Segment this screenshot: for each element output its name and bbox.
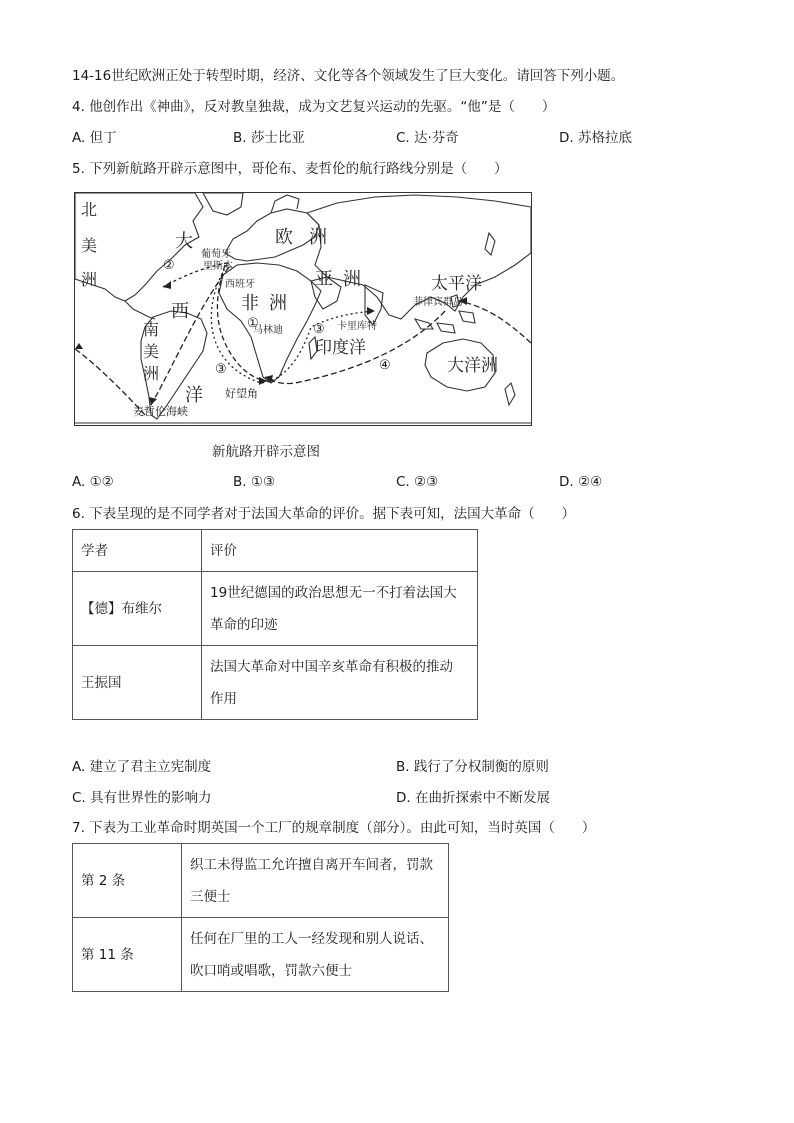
label-mei-north: 美 [81,236,98,255]
q5-option-c: C. ②③ [396,474,439,490]
evaluation-line: 作用 [210,690,237,707]
question-7-stem: 7. 下表为工业革命时期英国一个工厂的规章制度（部分）。由此可知，当时英国（ ） [72,820,596,836]
evaluation-line: 革命的印迹 [210,616,278,633]
rule-line: 织工未得监工允许擅自离开车间者，罚款 [190,856,433,873]
q6-option-b: B. 践行了分权制衡的原则 [396,759,549,775]
label-fei: 非 [241,293,259,314]
question-5-stem: 5. 下列新航路开辟示意图中，哥伦布、麦哲伦的航行路线分别是（ ） [72,161,508,177]
q5-option-d: D. ②④ [559,474,603,490]
label-zhou-asia: 洲 [343,269,361,290]
table-row [73,918,449,992]
q5-option-b: B. ①③ [233,474,276,490]
label-zhou-north: 洲 [81,270,98,289]
q6-option-c: C. 具有世界性的影响力 [72,790,212,806]
route-marker-3b: ③ [313,322,325,337]
coastlines [75,193,531,423]
label-mei-south: 美 [143,342,160,361]
label-bei: 北 [81,200,98,219]
label-ya: 亚 [315,269,333,290]
label-zhou-europe: 洲 [309,227,327,248]
label-philippines: 菲律宾群岛 [413,297,463,308]
label-yang: 洋 [185,385,203,406]
route-marker-3: ③ [215,362,227,377]
scholar-name: 【德】布维尔 [73,572,202,646]
label-zhou-africa: 洲 [269,293,287,314]
q6-option-a: A. 建立了君主立宪制度 [72,759,212,775]
map-labels [81,200,498,418]
evaluation-line: 19世纪德国的政治思想无一不打着法国大 [210,584,457,601]
scholars-table [72,529,478,720]
label-magellan-strait: 麦哲伦海峡 [133,405,188,418]
rule-text [182,844,449,918]
label-lisbon: 里斯本 [203,261,233,272]
table-row [73,572,478,646]
label-ou: 欧 [275,227,293,248]
header-scholar: 学者 [73,530,202,572]
rule-line: 三便士 [190,888,231,905]
rule-article: 第 11 条 [73,918,182,992]
q6-option-d: D. 在曲折探索中不断发展 [396,790,550,806]
label-calicut: 卡里库特 [337,321,377,332]
rule-text [182,918,449,992]
table-row [73,646,478,720]
q5-option-a: A. ①② [72,474,114,490]
world-map-svg [75,193,531,425]
route-marker-4: ④ [379,358,391,373]
rule-line: 任何在厂里的工人一经发现和别人说话、 [190,930,433,947]
map-caption: 新航路开辟示意图 [212,444,320,460]
label-nan: 南 [143,320,160,339]
label-portugal: 葡萄牙 [201,249,231,260]
factory-rules-table [72,843,449,992]
label-indian-ocean: 印度洋 [315,338,366,358]
label-zhou-south: 洲 [143,364,160,383]
table-row [73,844,449,918]
label-da: 大 [175,231,193,252]
table-header-row [73,530,478,572]
question-4-stem: 4. 他创作出《神曲》，反对教皇独裁，成为文艺复兴运动的先驱。“他”是（ ） [72,99,556,115]
label-spain: 西班牙 [225,279,255,290]
label-malindi: 马林迪 [253,325,283,336]
evaluation-line: 法国大革命对中国辛亥革命有积极的推动 [210,658,453,675]
scholar-evaluation [202,572,478,646]
route-marker-1: ① [247,316,259,331]
scholar-evaluation [202,646,478,720]
rule-line: 吹口哨或唱歌，罚款六便士 [190,962,352,979]
q4-option-c: C. 达·芬奇 [396,130,459,146]
label-pacific-ocean: 太平洋 [431,274,482,294]
q4-option-b: B. 莎士比亚 [233,130,305,146]
rule-article: 第 2 条 [73,844,182,918]
new-sea-routes-map [74,192,532,426]
label-xi: 西 [171,301,189,322]
q4-option-d: D. 苏格拉底 [559,130,632,146]
route-marker-2: ② [163,258,175,273]
section-intro: 14-16世纪欧洲正处于转型时期，经济、文化等各个领域发生了巨大变化。请回答下列小题。 [72,68,625,84]
question-6-stem: 6. 下表呈现的是不同学者对于法国大革命的评价。据下表可知，法国大革命（ ） [72,506,576,522]
scholar-name: 王振国 [73,646,202,720]
label-cape-of-good-hope: 好望角 [225,387,258,400]
label-oceania: 大洋洲 [447,356,498,376]
header-evaluation: 评价 [202,530,478,572]
q4-option-a: A. 但丁 [72,130,117,146]
